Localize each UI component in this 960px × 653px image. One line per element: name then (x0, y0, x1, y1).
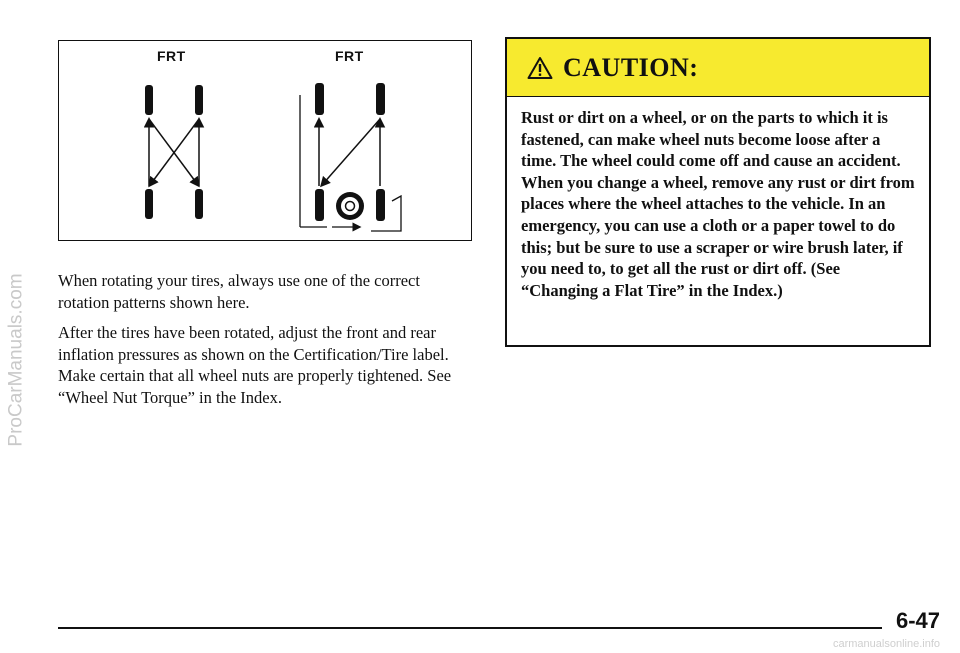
left-pattern (145, 85, 203, 219)
tire-rear-right (195, 189, 203, 219)
tire-rotation-diagram (58, 40, 472, 241)
watermark-text: ProCarManuals.com (6, 273, 28, 447)
footer-site: carmanualsonline.info (832, 638, 940, 650)
footer-rule (58, 627, 882, 629)
warning-triangle-icon (527, 56, 553, 80)
tire-rear-left-2 (315, 189, 324, 221)
front-label-right: FRT (335, 48, 364, 64)
tire-rear-right-2 (376, 189, 385, 221)
tire-rear-left (145, 189, 153, 219)
right-pattern (300, 83, 401, 231)
front-label-left: FRT (157, 48, 186, 64)
tire-front-right (195, 85, 203, 115)
caution-text: Rust or dirt on a wheel, or on the parts to which it is fastened, can make wheel nuts become loose after a time. The wheel could come off and cause an accident. When you change a wheel, remove any rust or dirt from places where the wheel attaches to the vehicle. In an emergency, you can use a cloth or a paper towel to do this; but be sure to use a scraper or wire brush later, if you need to, to get all the rust or dirt off. (See “Changing a Flat Tire” in the Index.) (521, 108, 915, 300)
spare-tire-icon (336, 192, 364, 220)
caution-header (507, 39, 929, 97)
tire-front-right-2 (376, 83, 385, 115)
caution-title: CAUTION: (563, 52, 699, 82)
arrow-fl-to-rr (149, 119, 198, 185)
watermark (2, 120, 32, 600)
caution-box (505, 37, 931, 347)
paragraph-rotation: When rotating your tires, always use one of the correct rotation patterns shown here. (58, 271, 420, 312)
rotation-patterns (59, 41, 473, 242)
body-text (58, 270, 468, 417)
tire-front-left (145, 85, 153, 115)
tire-front-left-2 (315, 83, 324, 115)
page-number: 6-47 (895, 608, 940, 633)
paragraph-inflation: After the tires have been rotated, adjust the front and rear inflation pressures as shown on the Certification/Tire label. Make certain that all wheel nuts are properly tightened. See “Wheel Nut Torque” in the Index. (58, 323, 452, 407)
arrow-fr-to-rl (150, 119, 199, 185)
